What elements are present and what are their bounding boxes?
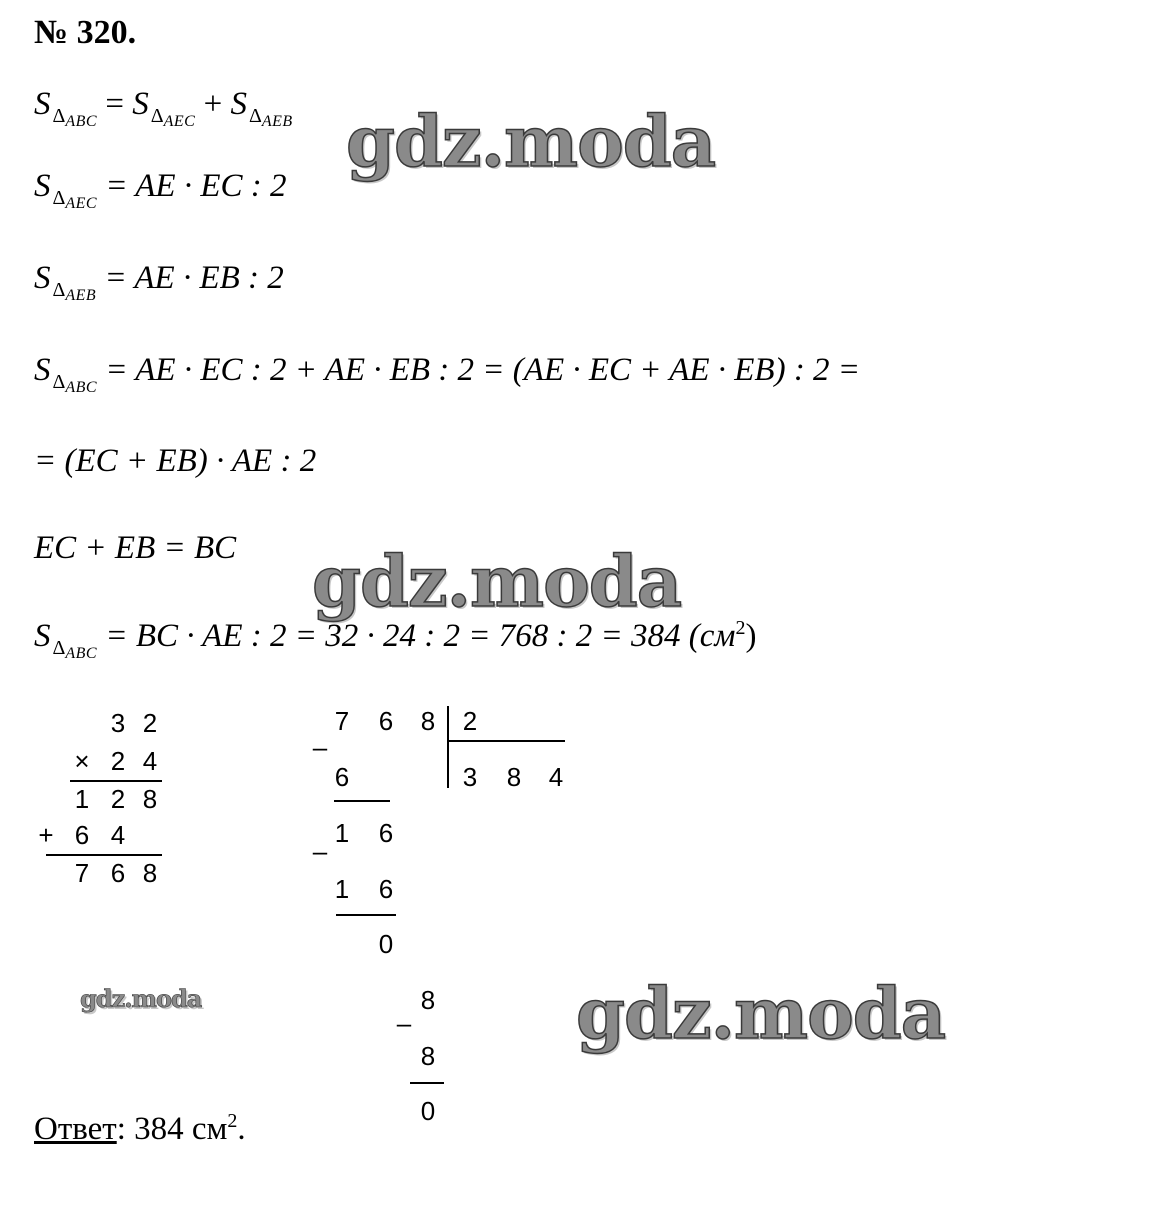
div-line	[336, 914, 396, 916]
div-digit: 1	[334, 874, 350, 904]
mult-digit: 8	[142, 858, 158, 888]
mult-digit: 6	[74, 820, 90, 850]
minus-sign: –	[312, 732, 328, 762]
mult-digit: 4	[110, 820, 126, 850]
mult-digit: 2	[110, 784, 126, 814]
div-digit: 6	[334, 762, 350, 792]
div-digit: 0	[420, 1096, 436, 1126]
mult-digit: 2	[142, 708, 158, 738]
div-digit: 8	[420, 1041, 436, 1071]
div-quotient-digit: 3	[462, 762, 478, 792]
mult-digit: 1	[74, 784, 90, 814]
mult-digit: 4	[142, 746, 158, 776]
watermark: gdz.moda	[576, 972, 946, 1055]
equation-area-result: S $_{\Delta ABC}$ = BC · AE : 2 = 32 · 24 : 2 = 768 : 2 = 384 $(см^2)$	[34, 617, 757, 662]
equation-area-abc-expanded: S $_{\Delta ABC}$ = AE · EC : 2 + AE · EB : 2 = (AE · EC + AE · EB) : 2 =	[34, 352, 861, 396]
mult-line	[70, 780, 162, 782]
div-digit: 8	[420, 706, 436, 736]
div-line	[334, 800, 390, 802]
equation-area-aeb: S $_{\Delta AEB}$ = AE · EB : 2	[34, 260, 284, 304]
div-digit: 6	[378, 818, 394, 848]
answer-value: 384 см	[125, 1111, 228, 1147]
div-digit: 8	[420, 985, 436, 1015]
minus-sign: –	[396, 1008, 412, 1038]
quotient-line	[447, 740, 565, 742]
watermark: gdz.moda	[312, 540, 682, 623]
mult-digit: 6	[110, 858, 126, 888]
equation-bc-sum: EC + EB = BC	[34, 530, 237, 566]
div-digit: 6	[378, 706, 394, 736]
div-divisor: 2	[462, 706, 478, 736]
mult-sum-line	[46, 854, 162, 856]
div-digit: 1	[334, 818, 350, 848]
mult-digit: 7	[74, 858, 90, 888]
answer: Ответ: 384 $см^2$.	[34, 1110, 246, 1147]
minus-sign: –	[312, 836, 328, 866]
watermark-small: gdz.moda	[80, 984, 202, 1013]
div-quotient-digit: 8	[506, 762, 522, 792]
div-digit: 7	[334, 706, 350, 736]
div-digit: 0	[378, 929, 394, 959]
mult-digit: 2	[110, 746, 126, 776]
answer-label: Ответ	[34, 1111, 117, 1147]
equation-area-sum: S $_{\Delta ABC}$ = S $_{\Delta AEC}$ + S $_{\Delta AEB}$	[34, 86, 293, 130]
division-bar	[447, 706, 449, 788]
problem-title: № 320.	[34, 14, 137, 51]
equation-area-aec: S $_{\Delta AEC}$ = AE · EC : 2	[34, 168, 287, 212]
div-quotient-digit: 4	[548, 762, 564, 792]
mult-sign: ×	[74, 746, 90, 776]
div-digit: 6	[378, 874, 394, 904]
watermark: gdz.moda	[346, 100, 716, 183]
mult-digit: 8	[142, 784, 158, 814]
mult-digit: 3	[110, 708, 126, 738]
add-sign: +	[38, 820, 54, 850]
div-line	[410, 1082, 444, 1084]
equation-factored: = (EC + EB) · AE : 2	[34, 443, 317, 479]
